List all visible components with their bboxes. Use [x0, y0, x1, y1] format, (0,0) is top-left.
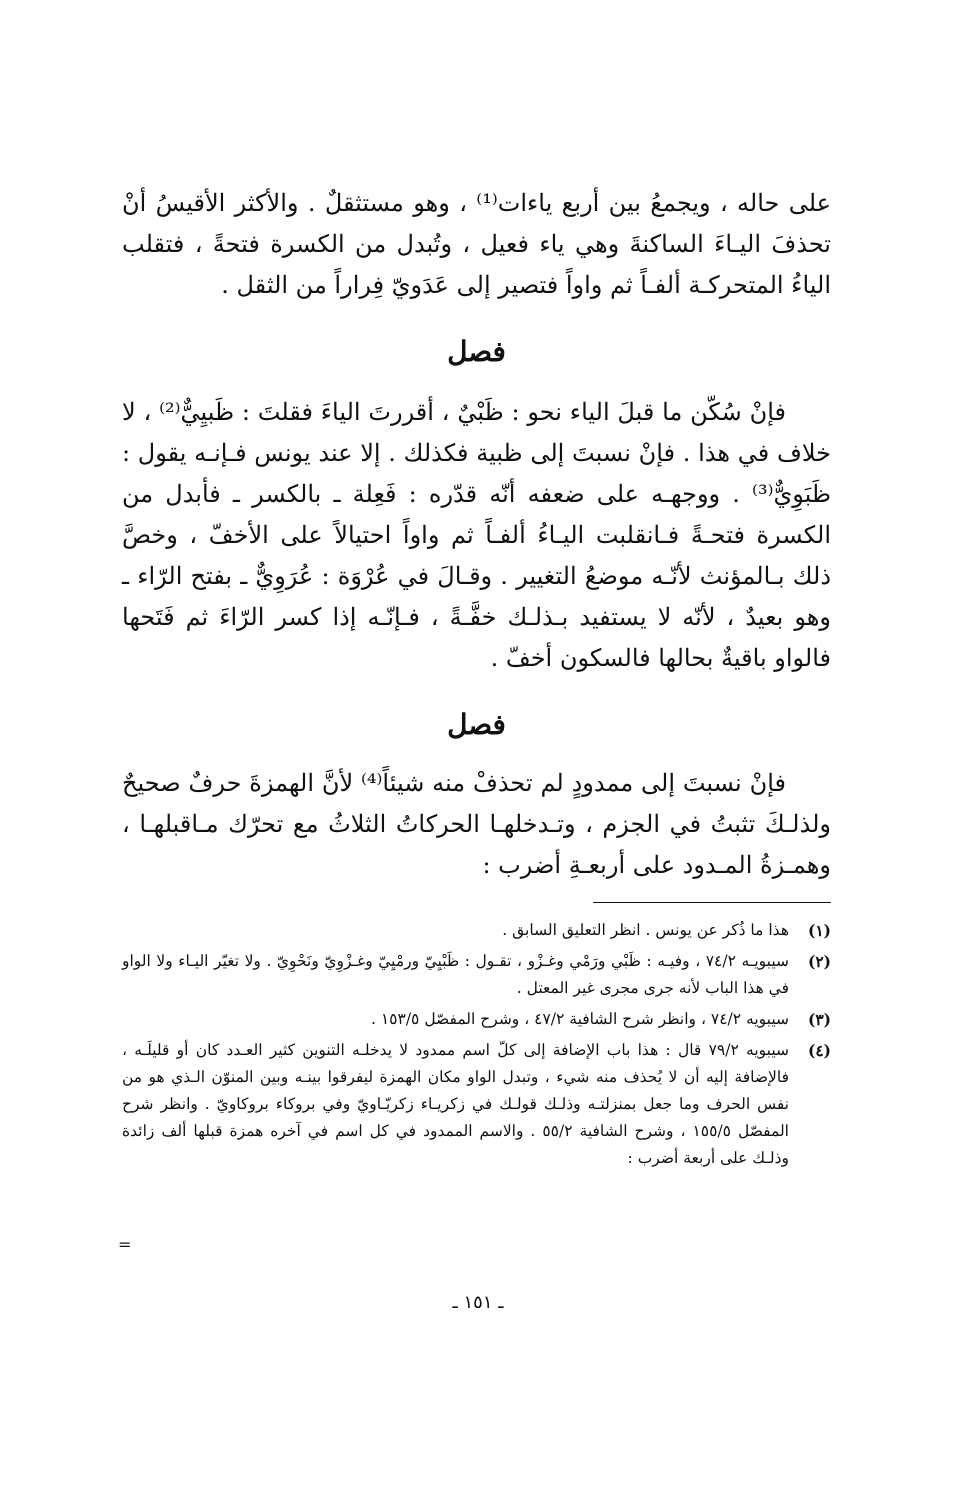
section-heading-1: فصل: [447, 335, 506, 368]
footnote-text: هذا ما ذُكر عن يونس . انظر التعليق السابق .: [502, 921, 789, 939]
page-number: ـ ١٥١ ـ: [452, 1292, 504, 1313]
footnotes-section: [122, 917, 831, 1172]
footnote-item: [122, 1037, 831, 1172]
footnote-item: [122, 917, 831, 944]
footnote-divider: [593, 902, 831, 903]
footnote-text: سيبويه ٧٩/٢ قال : هذا باب الإضافة إلى كلّ اسم ممدود لا يدخلـه التنوين كثير العـدد كان أو قليلَـه ، فالإضافة إليه أن لا يُحذف منه شيء ، وتبدل الواو مكان الهمزة ليفرقوا بينـه وبين المنوّن الـذي هو من نفس الحرف وما جعل بمنزلتـه وذلـك قولـك في زكريـاء زكريّـاويّ وفي بروكاء بروكاويّ . وانظر شرح المفصّل ١٥٥/٥ ، وشرح الشافية ٥٥/٢ . والاسم الممدود في كل اسم في آخره همزة قبلها ألف زائدة وذلـك على أربعة أضرب :: [122, 1041, 789, 1167]
body-paragraph-1: [122, 183, 831, 306]
section-heading-2: فصل: [447, 708, 506, 741]
body-paragraph-3: [122, 763, 831, 886]
footnote-text: سيبويه ٧٤/٢ ، وانظر شرح الشافية ٤٧/٢ ، وشرح المفصّل ١٥٣/٥ .: [371, 1010, 789, 1028]
footnote-number: (٤): [807, 1041, 831, 1060]
footnote-item: [122, 1006, 831, 1033]
paragraph-text: فإنْ سُكّن ما قبلَ الياء نحو : ظَبْيٌ ، أقررتَ الياءَ فقلتَ : ظَبيِيٌّ⁽²⁾ ، لا خلاف في هذا . فإنْ نسبتَ إلى ظبية فكذلك . إلا عند يونس فـإنـه يقول : ظَبَوِيٌّ⁽³⁾ . ووجهـه على ضعفه أنّه قدّره : فَعِلة ـ بالكسر ـ فأبدل من الكسرة فتحـةً فـانقلبت اليـاءُ ألفـاً ثم واواً احتيالاً على الأخفّ ، وخصَّ ذلك بـالمؤنث لأنّـه موضعُ التغيير . وقـالَ في عُرْوَة : عُرَوِيٌّ ـ بفتح الرّاء ـ وهو بعيدٌ ، لأنّه لا يستفيد بـذلـك خفَّـةً ، فـإنّـه إذا كسر الرّاءَ ثم فَتَحها فالواو باقيةٌ بحالها فالسكون أخفّ .: [122, 398, 831, 672]
paragraph-text: فإنْ نسبتَ إلى ممدودٍ لم تحذفْ منه شيئاً⁽⁴⁾ لأنَّ الهمزةَ حرفٌ صحيحٌ ولذلـكَ تثبتُ في الجزم ، وتـدخلهـا الحركاتُ الثلاثُ مع تحرّك مـاقبلهـا ، وهمـزةُ المـدود على أربعـةِ أضرب :: [122, 769, 831, 879]
footnote-number: (٣): [807, 1010, 831, 1029]
footnote-item: [122, 948, 831, 1002]
paragraph-text: على حاله ، ويجمعُ بين أربع ياءات⁽¹⁾ ، وهو مستثقلٌ . والأكثر الأقيسُ أنْ تحذفَ اليـاءَ الساكنةَ وهي ياء فعيل ، وتُبدل من الكسرة فتحةً ، فتقلب الياءُ المتحركـة ألفـاً ثم واواً فتصير إلى عَدَويّ فِراراً من الثقل .: [122, 189, 831, 299]
footnote-text: سيبويـه ٧٤/٢ ، وفيـه : ظَبْي ورَمْي وغـزْو ، تقـول : ظَبْيِيّ ورمْيِيّ وغـزْوِيّ ونَحْوِيّ . ولا تغيّر اليـاء ولا الواو في هذا الباب لأنه جرى مجرى غير المعتل .: [122, 952, 789, 997]
continued-mark: =: [118, 1235, 132, 1254]
footnote-number: (١): [807, 921, 831, 940]
footnote-number: (٢): [807, 952, 831, 971]
body-paragraph-2: [122, 392, 831, 679]
